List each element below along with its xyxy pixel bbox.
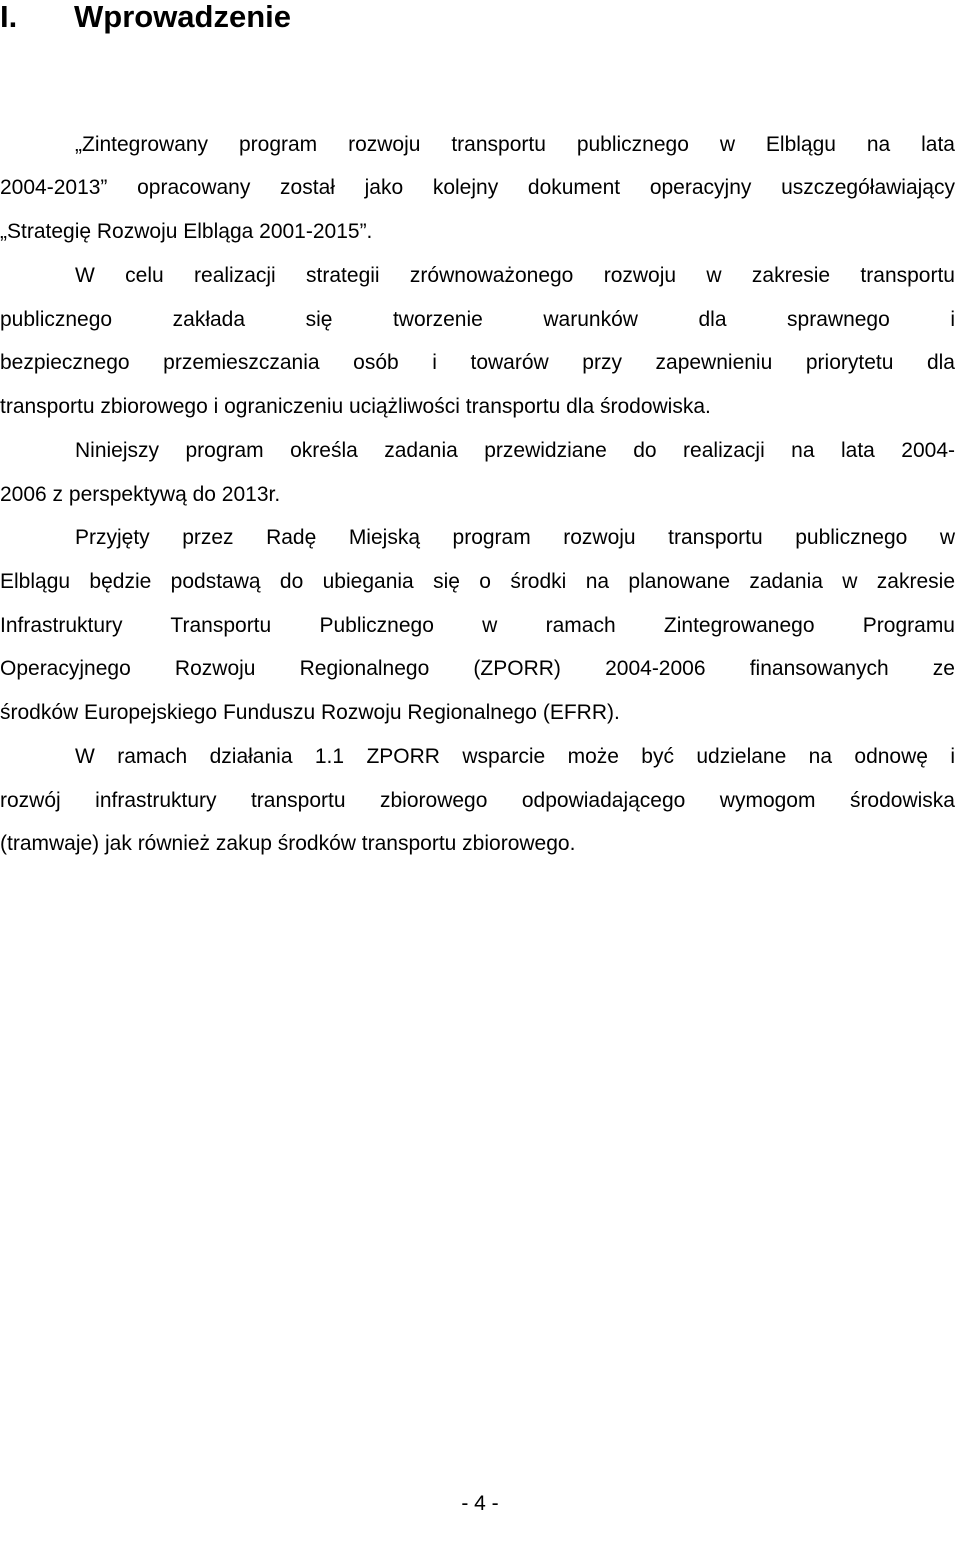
body-line: W ramach działania 1.1 ZPORR wsparcie może być udzielane na odnowę i <box>75 745 955 768</box>
body-line: W celu realizacji strategii zrównoważonego rozwoju w zakresie transportu <box>75 264 955 287</box>
body-line: publicznego zakłada się tworzenie warunków dla sprawnego i <box>0 308 955 331</box>
section-number: I. <box>0 0 18 34</box>
body-line: Infrastruktury Transportu Publicznego w ramach Zintegrowanego Programu <box>0 614 955 637</box>
body-line: Przyjęty przez Radę Miejską program rozwoju transportu publicznego w <box>75 526 955 549</box>
body-line: (tramwaje) jak również zakup środków transportu zbiorowego. <box>0 832 576 855</box>
body-line: Elblągu będzie podstawą do ubiegania się o środki na planowane zadania w zakresie <box>0 570 955 593</box>
section-title: Wprowadzenie <box>74 0 292 34</box>
body-line: bezpiecznego przemieszczania osób i towarów przy zapewnieniu priorytetu dla <box>0 351 955 374</box>
body-line: transportu zbiorowego i ograniczeniu uciążliwości transportu dla środowiska. <box>0 395 711 418</box>
body-line: środków Europejskiego Funduszu Rozwoju Regionalnego (EFRR). <box>0 701 620 724</box>
body-line: 2006 z perspektywą do 2013r. <box>0 483 281 506</box>
page-number: - 4 - <box>461 1492 499 1515</box>
body-line: 2004-2013” opracowany został jako kolejny dokument operacyjny uszczegóławiający <box>0 176 955 199</box>
body-line: „Strategię Rozwoju Elbląga 2001-2015”. <box>0 220 373 243</box>
body-line: „Zintegrowany program rozwoju transportu publicznego w Elblągu na lata <box>75 133 955 156</box>
body-line: Operacyjnego Rozwoju Regionalnego (ZPORR) 2004-2006 finansowanych ze <box>0 657 955 680</box>
body-line: rozwój infrastruktury transportu zbiorowego odpowiadającego wymogom środowiska <box>0 789 955 812</box>
body-line: Niniejszy program określa zadania przewidziane do realizacji na lata 2004- <box>75 439 955 462</box>
section-heading <box>0 0 291 34</box>
